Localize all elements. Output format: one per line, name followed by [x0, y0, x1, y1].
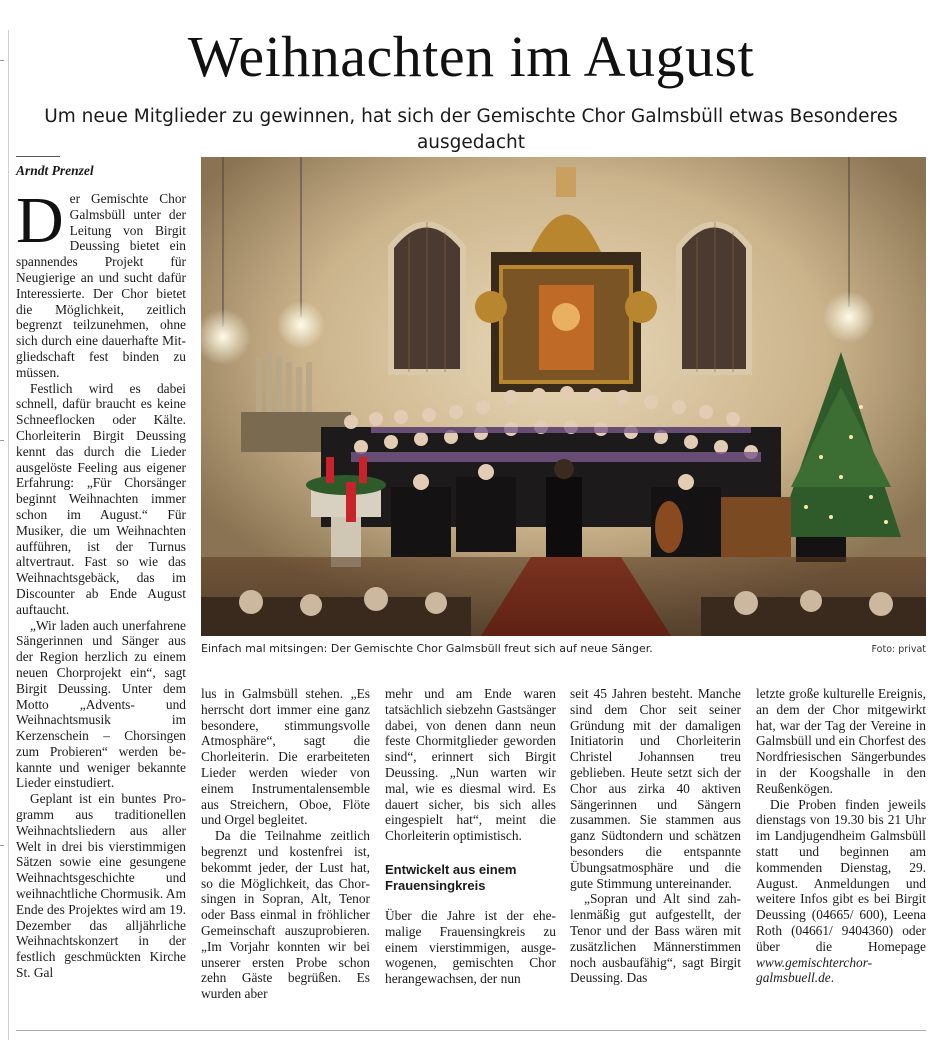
- photo-caption: [201, 641, 926, 657]
- caption-text: Einfach mal mitsingen: Der Gemischte Chor Galmsbüll freut sich auf neue Sänger.: [201, 642, 653, 655]
- photo-credit: Foto: privat: [871, 644, 926, 655]
- text-column-3: [385, 686, 556, 987]
- drop-cap: D: [16, 184, 64, 257]
- article-author: Arndt Prenzel: [16, 163, 94, 178]
- author-rule: [16, 156, 60, 157]
- bottom-rule: [16, 1030, 926, 1031]
- page-margin-rule: [8, 30, 9, 1040]
- article-subheadline: Um neue Mitglieder zu gewinnen, hat sich der Gemischte Chor Galmsbüll etwas Besonderes ausgedacht: [44, 106, 898, 153]
- paragraph: „Sopran und Alt sind zahlenmäßig gut aufgestellt, der Tenor und der Bass wären mit zusätzlichen Männerstimmen noch ausbaufähig“, sagt Birgit Deussing. Das: [570, 891, 741, 986]
- paragraph: Über die Jahre ist der ehemalige Frauensingkreis zu einem vierstimmigen, ausgewogenen, gemischten Chor herangewachsen, der nun: [385, 907, 556, 987]
- choir-photo-illustration: [201, 157, 926, 636]
- paragraph: „Wir laden auch unerfahrene Sängerinnen und Sänger aus der Region herzlich zu einem neuen Chorprojekt ein“, sagt Birgit Deussing. Unter dem Motto „Advents- und Weihnachtsmusik im Kerzenschein – Chorsingen zum Probieren“ werden bekannte und weniger bekannte Lieder einstudiert.: [16, 617, 186, 791]
- intro-text: er Gemischte Chor Galmsbüll unter der Leitung von Birgit Deussing bietet ein spannendes Projekt für Neugierige an und sucht dafür Interessierte. Der Chor bietet die Möglichkeit, zeitlich begrenzt teilzunehmen, ohne sich durch eine dauerhafte Mitgliedschaft fest binden zu müssen.: [16, 191, 186, 380]
- paragraph: Da die Teilnahme zeitlich begrenzt und kostenfrei ist, bekommt jeder, der Lust hat, so die Möglichkeit, das Chorsingen in Sopran, Alt, Tenor oder Bass einmal in fröhlicher Gemeinschaft auszuprobieren. „Im Vorjahr konnten wir bei unserer ersten Probe schon zehn Gäste begrüßen. Es wurden aber: [201, 828, 370, 1002]
- paragraph: lus in Galmsbüll stehen. „Es herrscht dort immer eine ganz besondere, stimmungsvolle Atmosphäre“, sagt die Chorleiterin. Die erarbeiteten Lieder werden wieder von einem Instrumentalensemble aus Streichern, Oboe, Flöte und Orgel begleitet.: [201, 686, 370, 828]
- text-column-5: [756, 686, 926, 986]
- website-end: .: [830, 970, 835, 986]
- text-column-1: [16, 184, 186, 981]
- website-link[interactable]: www.gemischterchor-galmsbuell.de: [756, 954, 873, 986]
- paragraph: Geplant ist ein buntes Programm aus traditionellen Weihnachtsliedern aus aller Welt in drei bis vierstimmigen Sätzen sowie eine gesungene Weihnachtsgeschichte und weihnachtliche Chormusik. Am Ende des Projektes wird am 19. Dezember das alljährliche Weihnachtskonzert in der festlich geschmückten Kirche St. Gal: [16, 791, 186, 981]
- page-edge-mark: [0, 845, 4, 846]
- page-edge-mark: [0, 440, 4, 441]
- article-headline: Weihnachten im August: [187, 24, 755, 89]
- contact-text: Die Proben finden jeweils dienstags von 19.30 bis 21 Uhr im Landjugendheim Galmsbüll statt und beginnen am kommenden Dienstag, 29. August. Anmeldungen und weitere Infos gibt es bei Birgit Deussing (04665/ 600), Leena Roth (04661/ 9404360) oder über die Homepage: [756, 796, 926, 954]
- paragraph: seit 45 Jahren besteht. Manche sind dem Chor seit seiner Gründung mit der damaligen Initiatorin und Chorleiterin Christel Johannsen treu geblieben. Heute setzt sich der Chor aus zirka 40 aktiven Sängerinnen und Sängern zusammen. Sie stammen aus ganz Südtondern und schätzen besonders die entspannte Übungsatmosphäre und die gute Stimmung untereinander.: [570, 686, 741, 891]
- section-subhead: Entwickelt aus einem Frauensingkreis: [385, 861, 517, 893]
- paragraph: Festlich wird es dabei schnell, dafür braucht es keine Schneeflocken oder Kälte. Chorleiterin Birgit Deussing kennt das durch die Lieder ausgelöste Feeling aus eigener Erfahrung: „Für Chorsänger beginnt Weihnachten immer schon im August.“ Für Musiker, die um Weihnachten aufführen, ist der Turnus altvertraut. Fast so wie das Weihnachtsgebäck, das im Discounter ab Ende August auftaucht.: [16, 380, 186, 617]
- paragraph-intro: [16, 184, 186, 381]
- paragraph: mehr und am Ende waren tatsächlich siebzehn Gastsänger dabei, von denen dann neun feste Chormitglieder geworden sind“, erinnert sich Birgit Deussing. „Nun warten wir mal, wie es diesmal wird. Es dauert sicher, bis sich alles eingespielt hat“, meint die Chorleiterin optimistisch.: [385, 686, 556, 844]
- paragraph: letzte große kulturelle Ereignis, an dem der Chor mitgewirkt hat, war der Tag der Vereine in Galmsbüll und ein Chorfest des Nordfriesischen Sängerbundes in der Koogshalle in den Reußenkögen.: [756, 686, 926, 796]
- text-column-4: [570, 686, 741, 986]
- paragraph-contact: [756, 797, 926, 987]
- choir-photo: [201, 157, 926, 636]
- text-column-2: [201, 686, 370, 1002]
